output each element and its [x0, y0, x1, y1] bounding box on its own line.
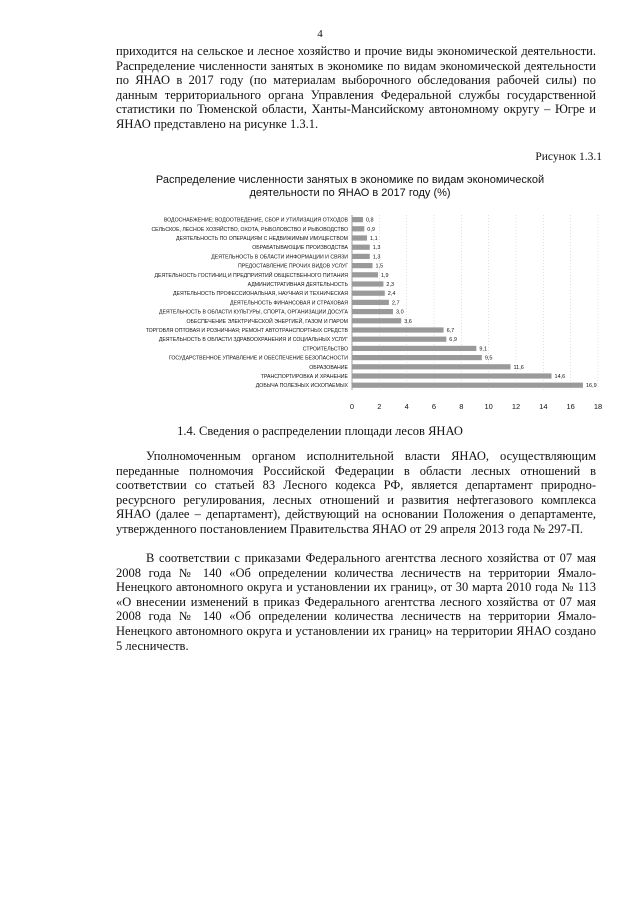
category-label: ДЕЯТЕЛЬНОСТЬ ПРОФЕССИОНАЛЬНАЯ, НАУЧНАЯ И ТЕХНИЧЕСКАЯ	[172, 291, 348, 298]
value-label: 2,7	[391, 300, 400, 307]
intro-paragraph: приходится на сельское и лесное хозяйство и прочие виды экономической деятельности. Распределение численности занятых в экономике по видам экономической деятельности по ЯНАО в 2017 году (по материалам выборочного обследования рабочей силы) по данным территориального органа Управления Федеральной службы государственной статистики по Тюменской области, Ханты-Мансийскому автономному округу – Югре и ЯНАО представлено на рисунке 1.3.1.	[116, 44, 596, 131]
value-label: 6,7	[446, 328, 455, 334]
x-tick-label: 0	[349, 401, 355, 410]
bar	[352, 272, 378, 277]
value-label: 2,3	[386, 282, 395, 288]
value-label: 1,9	[380, 272, 389, 279]
value-label: 11,6	[513, 364, 524, 371]
category-label: ДЕЯТЕЛЬНОСТЬ ФИНАНСОВАЯ И СТРАХОВАЯ	[229, 300, 348, 307]
value-label: 9,5	[484, 355, 493, 362]
bar	[352, 235, 367, 240]
value-label: 1,3	[372, 254, 381, 261]
bar	[352, 327, 444, 332]
x-tick-label: 12	[511, 401, 521, 410]
x-tick-label: 8	[459, 401, 464, 410]
x-tick-label: 10	[484, 401, 493, 410]
bar	[352, 217, 363, 222]
category-label: ТОРГОВЛЯ ОПТОВАЯ И РОЗНИЧНАЯ; РЕМОНТ АВТОТРАНСПОРТНЫХ СРЕДСТВ	[145, 328, 348, 334]
section-title: 1.4. Сведения о распределении площади лесов ЯНАО	[177, 424, 463, 438]
chart-title: Распределение численности занятых в экономике по видам экономической деятельности по ЯНАО в 2017 году (%)	[155, 174, 545, 199]
x-tick-label: 6	[431, 401, 437, 410]
x-tick-label: 18	[593, 401, 603, 410]
value-label: 9,1	[479, 346, 488, 353]
value-label: 1,5	[375, 263, 384, 270]
bar	[352, 337, 446, 342]
category-label: ОБЕСПЕЧЕНИЕ ЭЛЕКТРИЧЕСКОЙ ЭНЕРГИЕЙ, ГАЗОМ И ПАРОМ	[186, 318, 348, 325]
value-label: 1,1	[370, 236, 378, 242]
bar	[352, 300, 389, 305]
bar	[352, 226, 364, 231]
value-label: 3,6	[404, 318, 412, 325]
value-label: 0,8	[365, 217, 374, 224]
bar	[352, 383, 583, 388]
category-label: ДЕЯТЕЛЬНОСТЬ В ОБЛАСТИ ИНФОРМАЦИИ И СВЯЗИ	[211, 254, 348, 261]
bar	[352, 373, 552, 378]
bar	[352, 291, 385, 296]
page-number: 4	[317, 28, 323, 40]
x-tick-label: 16	[566, 401, 575, 410]
category-label: ДОБЫЧА ПОЛЕЗНЫХ ИСКОПАЕМЫХ	[255, 383, 348, 390]
category-label: ОБРАЗОВАНИЕ	[309, 364, 348, 371]
value-label: 1,3	[372, 245, 381, 252]
category-label: ДЕЯТЕЛЬНОСТЬ В ОБЛАСТИ КУЛЬТУРЫ, СПОРТА, ОРГАНИЗАЦИИ ДОСУГА	[158, 309, 348, 316]
category-label: ДЕЯТЕЛЬНОСТЬ В ОБЛАСТИ ЗДРАВООХРАНЕНИЯ И СОЦИАЛЬНЫХ УСЛУГ	[158, 337, 348, 344]
category-label: ВОДОСНАБЖЕНИЕ; ВОДООТВЕДЕНИЕ, СБОР И УТИЛИЗАЦИЯ ОТХОДОВ	[163, 217, 348, 224]
bar	[352, 245, 370, 250]
category-label: ТРАНСПОРТИРОВКА И ХРАНЕНИЕ	[260, 374, 348, 380]
category-label: ДЕЯТЕЛЬНОСТЬ ГОСТИНИЦ И ПРЕДПРИЯТИЙ ОБЩЕСТВЕННОГО ПИТАНИЯ	[154, 272, 348, 279]
category-label: ОБРАБАТЫВАЮЩИЕ ПРОИЗВОДСТВА	[252, 245, 348, 252]
bar	[352, 281, 383, 286]
bar	[352, 254, 370, 259]
x-tick-label: 4	[404, 401, 409, 410]
category-label: СЕЛЬСКОЕ, ЛЕСНОЕ ХОЗЯЙСТВО, ОХОТА, РЫБОЛОВСТВО И РЫБОВОДСТВО	[151, 226, 348, 233]
value-label: 2,4	[387, 291, 396, 298]
category-label: СТРОИТЕЛЬСТВО	[302, 346, 348, 353]
category-label: ГОСУДАРСТВЕННОЕ УПРАВЛЕНИЕ И ОБЕСПЕЧЕНИЕ БЕЗОПАСНОСТИ	[168, 355, 348, 362]
bar	[352, 263, 373, 268]
category-label: ПРЕДОСТАВЛЕНИЕ ПРОЧИХ ВИДОВ УСЛУГ	[238, 263, 348, 270]
value-label: 6,9	[449, 337, 457, 344]
value-label: 0,9	[367, 226, 375, 233]
paragraph-forestry-authority: Уполномоченным органом исполнительной власти ЯНАО, осуществляющим переданные полномочия Российской Федерации в области лесных отношений в соответствии со статьей 83 Лесного кодекса РФ, является департамент природно-ресурсного регулирования, лесных отношений и развития нефтегазового комплекса ЯНАО (далее – департамент), действующий на основании Положения о департаменте, утвержденного постановлением Правительства ЯНАО от 29 апреля 2013 года № 297-П.	[116, 449, 596, 536]
bar	[352, 346, 476, 351]
value-label: 3,0	[396, 309, 404, 316]
bar	[352, 355, 482, 360]
x-tick-label: 2	[377, 401, 382, 410]
x-tick-label: 14	[539, 401, 548, 410]
bar	[352, 364, 511, 369]
value-label: 14,6	[554, 374, 566, 380]
bar	[352, 309, 393, 314]
figure-label: Рисунок 1.3.1	[535, 151, 602, 163]
category-label: АДМИНИСТРАТИВНАЯ ДЕЯТЕЛЬНОСТЬ	[247, 282, 348, 288]
paragraph-forestry-districts: В соответствии с приказами Федерального агентства лесного хозяйства от 07 мая 2008 года № 140 «Об определении количества лесничеств на территории Ямало-Ненецкого автономного округа и установлении их границ», от 30 марта 2010 года № 113 «О внесении изменений в приказ Федерального агентства лесного хозяйства от 07 мая 2008 года № 140 «Об определении количества лесничеств на территории Ямало-Ненецкого автономного округа и установлении их границ» на территории ЯНАО создано 5 лесничеств.	[116, 551, 596, 653]
bar	[352, 318, 401, 323]
value-label: 16,9	[585, 383, 597, 390]
employment-bar-chart	[0, 205, 640, 410]
category-label: ДЕЯТЕЛЬНОСТЬ ПО ОПЕРАЦИЯМ С НЕДВИЖИМЫМ ИМУЩЕСТВОМ	[176, 236, 348, 242]
